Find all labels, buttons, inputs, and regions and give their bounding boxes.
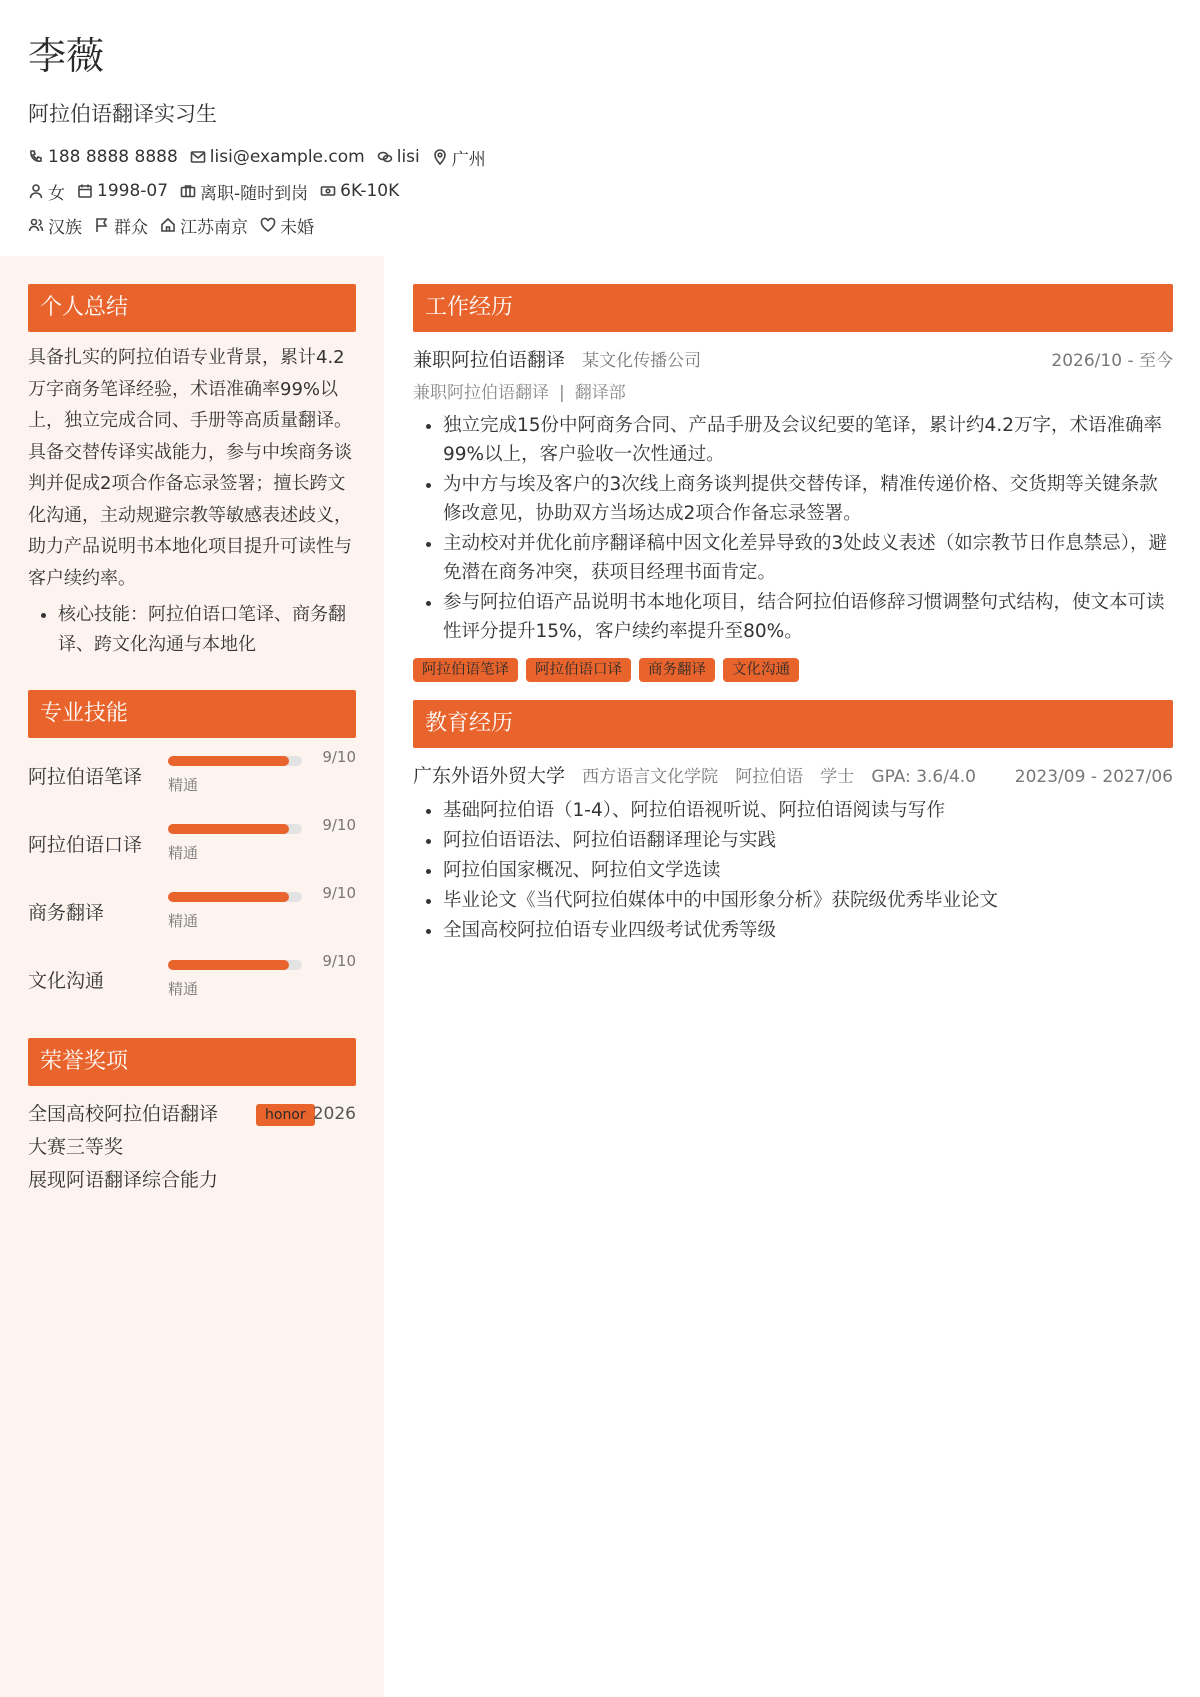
skill-item bbox=[28, 742, 356, 810]
hometown-item bbox=[160, 213, 248, 238]
skill-bar-fill bbox=[168, 824, 289, 834]
job-objective: 阿拉伯语翻译实习生 bbox=[28, 102, 217, 126]
honor-tag: honor bbox=[256, 1104, 315, 1126]
skill-name: 阿拉伯语笔译 bbox=[28, 766, 143, 788]
marital-text: 未婚 bbox=[280, 217, 314, 238]
honor-year: 2026 bbox=[312, 1104, 356, 1124]
money-icon bbox=[320, 183, 336, 199]
marital-item bbox=[260, 213, 314, 238]
skill-bar bbox=[168, 892, 302, 902]
status-text: 离职-随时到岗 bbox=[200, 183, 309, 204]
skill-bar bbox=[168, 960, 302, 970]
wechat-item bbox=[377, 147, 420, 167]
skill-bar-fill bbox=[168, 960, 289, 970]
major-name: 阿拉伯语 bbox=[735, 767, 804, 787]
political-item bbox=[94, 213, 148, 238]
skills-list bbox=[28, 742, 356, 1014]
skill-tag: 商务翻译 bbox=[639, 658, 715, 682]
job-bullet: • 独立完成15份中阿商务合同、产品手册及会议纪要的笔译，累计约4.2万字，术语准确率99%以上，客户验收一次性通过。 bbox=[443, 411, 1173, 469]
job-department: 翻译部 bbox=[574, 383, 626, 403]
summary-bullet: • 核心技能：阿拉伯语口笔译、商务翻译、跨文化沟通与本地化 bbox=[58, 600, 356, 660]
gender-text: 女 bbox=[48, 183, 65, 204]
honor-name: 全国高校阿拉伯语翻译大赛三等奖 bbox=[28, 1103, 219, 1158]
job-bullet: • 参与阿拉伯语产品说明书本地化项目，结合阿拉伯语修辞习惯调整句式结构，使文本可读性评分提升15%，客户续约率提升至80%。 bbox=[443, 588, 1173, 646]
phone-icon bbox=[28, 149, 44, 165]
person-icon bbox=[28, 183, 44, 199]
education-date: 2023/09 - 2027/06 bbox=[1014, 767, 1173, 787]
education-bullet: • 阿拉伯语语法、阿拉伯语翻译理论与实践 bbox=[443, 826, 1173, 855]
job-subtitle bbox=[413, 378, 1173, 403]
skill-bar-fill bbox=[168, 892, 289, 902]
honor-item bbox=[28, 1098, 356, 1197]
hometown-text: 江苏南京 bbox=[180, 217, 248, 238]
education-bullets bbox=[413, 796, 1173, 945]
birth-item bbox=[77, 181, 168, 201]
background-row bbox=[28, 208, 1168, 242]
honors-heading: 荣誉奖项 bbox=[28, 1038, 356, 1086]
skill-name: 阿拉伯语口译 bbox=[28, 834, 143, 856]
school-name: 广东外语外贸大学 bbox=[413, 765, 566, 787]
skill-tag: 阿拉伯语笔译 bbox=[413, 658, 518, 682]
phone-text: 188 8888 8888 bbox=[48, 147, 178, 167]
mail-icon bbox=[190, 149, 206, 165]
education-header bbox=[413, 761, 1173, 788]
salary-text: 6K-10K bbox=[340, 181, 400, 201]
skill-score: 9/10 bbox=[322, 952, 356, 970]
skill-level: 精通 bbox=[168, 912, 199, 930]
gpa: GPA: 3.6/4.0 bbox=[871, 767, 976, 787]
education-heading: 教育经历 bbox=[413, 700, 1173, 748]
resume-header bbox=[28, 28, 1168, 242]
job-bullets bbox=[413, 411, 1173, 646]
job-bullet: • 主动校对并优化前序翻译稿中因文化差异导致的3处歧义表述（如宗教节日作息禁忌），避免潜在商务冲突，获项目经理书面肯定。 bbox=[443, 529, 1173, 587]
summary-bullets bbox=[28, 600, 356, 660]
home-icon bbox=[160, 217, 176, 233]
skill-level: 精通 bbox=[168, 844, 199, 862]
skill-level: 精通 bbox=[168, 776, 199, 794]
skill-bar bbox=[168, 824, 302, 834]
contact-row bbox=[28, 140, 1168, 174]
political-text: 群众 bbox=[114, 217, 148, 238]
left-column bbox=[28, 284, 356, 1197]
job-header bbox=[413, 345, 1173, 372]
calendar-icon bbox=[77, 183, 93, 199]
wechat-text: lisi bbox=[396, 147, 420, 167]
gender-item bbox=[28, 179, 65, 204]
job-title: 兼职阿拉伯语翻译 bbox=[413, 349, 566, 371]
flag-icon bbox=[94, 217, 110, 233]
status-item bbox=[180, 179, 308, 204]
degree: 学士 bbox=[820, 767, 855, 787]
job-date: 2026/10 - 至今 bbox=[1051, 351, 1173, 371]
skill-bar bbox=[168, 756, 302, 766]
skill-item bbox=[28, 878, 356, 946]
phone-item bbox=[28, 147, 178, 167]
skill-item bbox=[28, 946, 356, 1014]
email-item bbox=[190, 147, 365, 167]
skill-item bbox=[28, 810, 356, 878]
job-company: 某文化传播公司 bbox=[582, 351, 702, 371]
personal-row bbox=[28, 174, 1168, 208]
location-item bbox=[432, 145, 486, 170]
education-bullet: • 全国高校阿拉伯语专业四级考试优秀等级 bbox=[443, 916, 1173, 945]
work-heading: 工作经历 bbox=[413, 284, 1173, 332]
skill-bar-fill bbox=[168, 756, 289, 766]
honor-description: 展现阿语翻译综合能力 bbox=[28, 1169, 219, 1191]
skill-name: 文化沟通 bbox=[28, 970, 105, 992]
education-bullet: • 阿拉伯国家概况、阿拉伯文学选读 bbox=[443, 856, 1173, 885]
email-text: lisi@example.com bbox=[209, 147, 365, 167]
group-icon bbox=[28, 217, 44, 233]
skill-score: 9/10 bbox=[322, 816, 356, 834]
skill-level: 精通 bbox=[168, 980, 199, 998]
skill-score: 9/10 bbox=[322, 884, 356, 902]
college-name: 西方语言文化学院 bbox=[582, 767, 719, 787]
education-bullet: • 基础阿拉伯语（1-4）、阿拉伯语视听说、阿拉伯语阅读与写作 bbox=[443, 796, 1173, 825]
skill-name: 商务翻译 bbox=[28, 902, 105, 924]
summary-heading: 个人总结 bbox=[28, 284, 356, 332]
job-entry bbox=[413, 345, 1173, 682]
wechat-icon bbox=[377, 149, 393, 165]
right-column bbox=[413, 284, 1173, 946]
job-role: 兼职阿拉伯语翻译 bbox=[413, 383, 549, 403]
skill-tag: 文化沟通 bbox=[723, 658, 799, 682]
birth-text: 1998-07 bbox=[97, 181, 169, 201]
ethnicity-item bbox=[28, 213, 82, 238]
candidate-name: 李薇 bbox=[28, 34, 105, 78]
summary-text: 具备扎实的阿拉伯语专业背景，累计4.2万字商务笔译经验，术语准确率99%以上，独立完成合同、手册等高质量翻译。具备交替传译实战能力，参与中埃商务谈判并促成2项合作备忘录签署；擅长跨文化沟通，主动规避宗教等敏感表述歧义，助力产品说明书本地化项目提升可读性与客户续约率。 bbox=[28, 347, 352, 589]
briefcase-icon bbox=[180, 183, 196, 199]
skill-tag: 阿拉伯语口译 bbox=[526, 658, 631, 682]
job-separator: | bbox=[559, 383, 565, 403]
skill-score: 9/10 bbox=[322, 748, 356, 766]
job-tags bbox=[413, 658, 1173, 682]
ethnicity-text: 汉族 bbox=[48, 217, 82, 238]
salary-item bbox=[320, 181, 399, 201]
education-bullet: • 毕业论文《当代阿拉伯媒体中的中国形象分析》获院级优秀毕业论文 bbox=[443, 886, 1173, 915]
job-bullet: • 为中方与埃及客户的3次线上商务谈判提供交替传译，精准传递价格、交货期等关键条款修改意见，协助双方当场达成2项合作备忘录签署。 bbox=[443, 470, 1173, 528]
location-icon bbox=[432, 149, 448, 165]
skills-heading: 专业技能 bbox=[28, 690, 356, 738]
location-text: 广州 bbox=[451, 149, 486, 170]
heart-icon bbox=[260, 217, 276, 233]
